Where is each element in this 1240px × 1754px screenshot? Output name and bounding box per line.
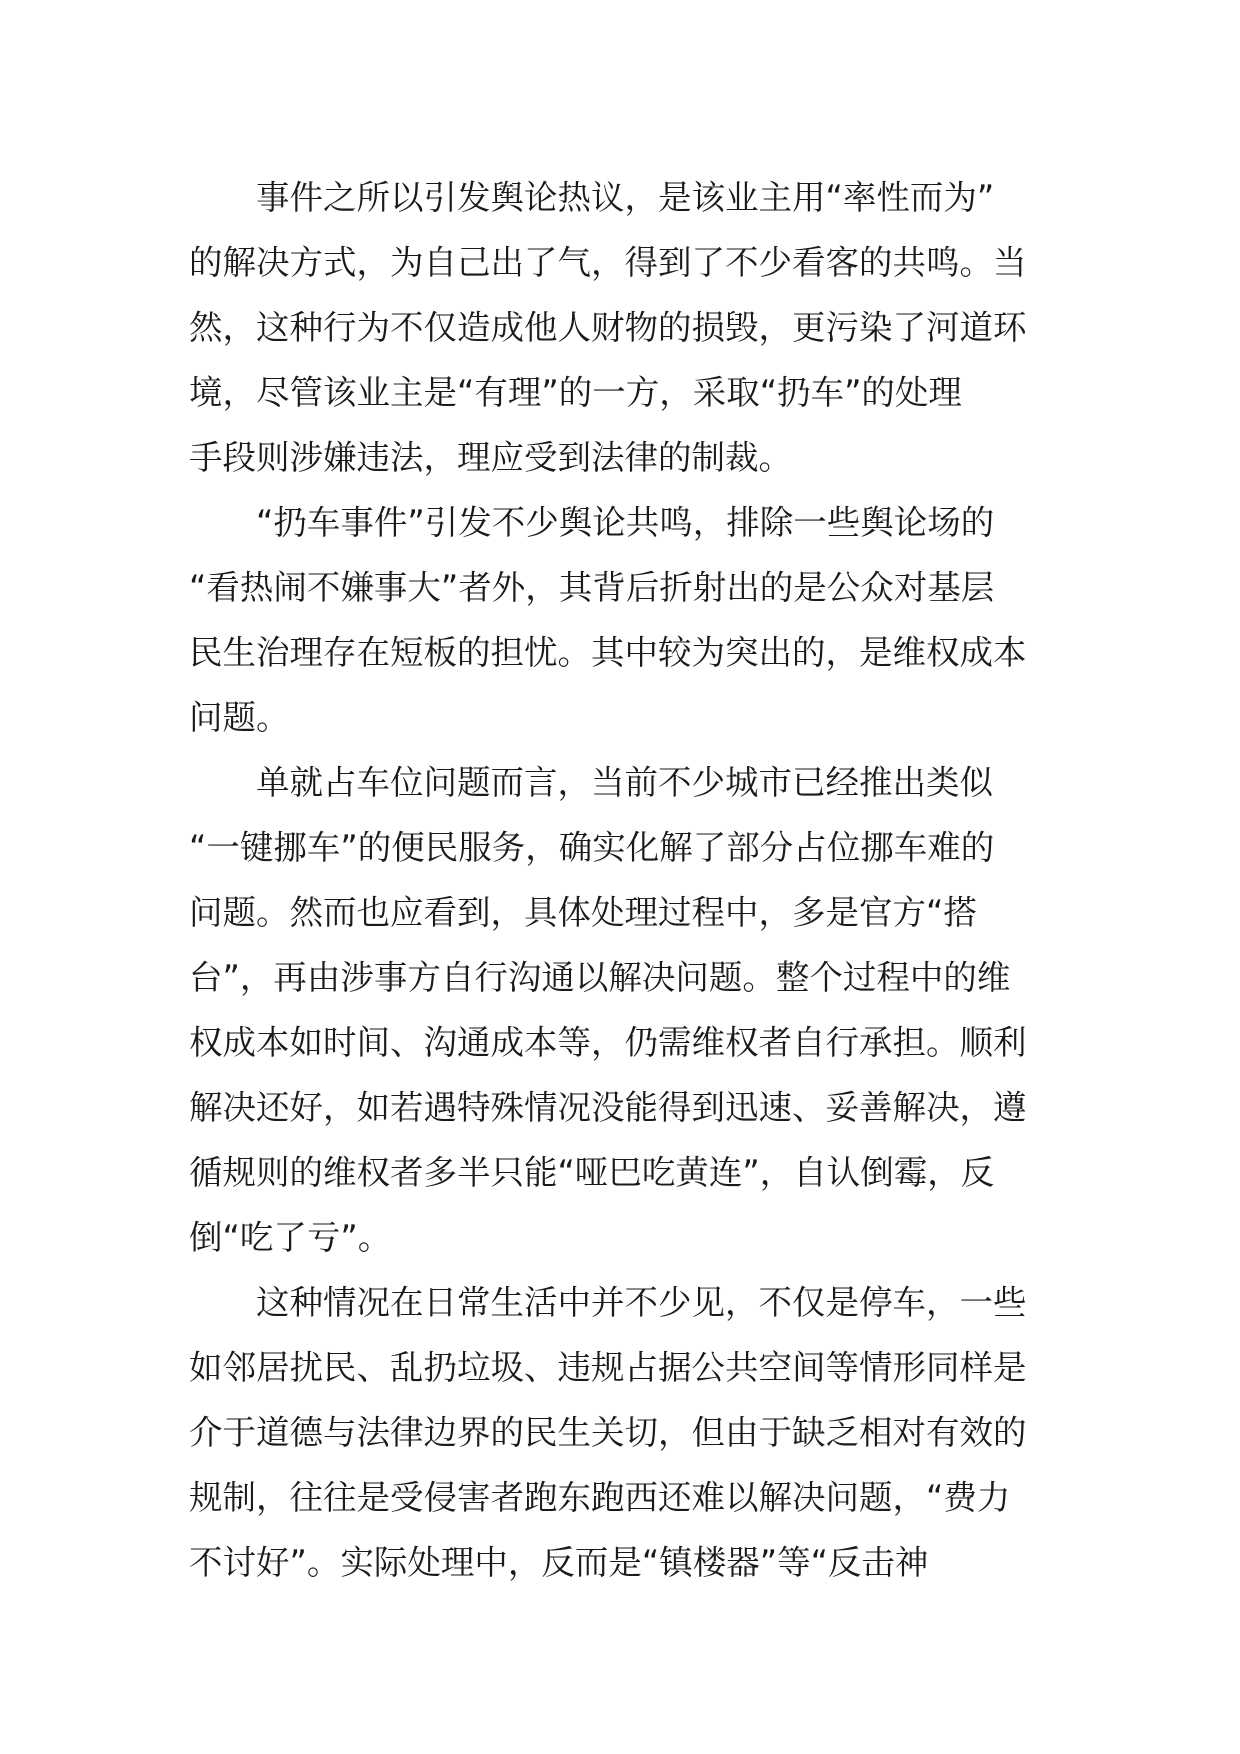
text-line: 单就占车位问题而言，当前不少城市已经推出类似 [189,763,993,802]
text-line: 问题。 [189,698,290,737]
text-line: “看热闹不嫌事大”者外，其背后折射出的是公众对基层 [189,568,995,607]
text-line: 台”，再由涉事方自行沟通以解决问题。整个过程中的维 [189,958,1011,997]
text-line: 循规则的维权者多半只能“哑巴吃黄连”，自认倒霉，反 [189,1153,995,1192]
text-line: 手段则涉嫌违法，理应受到法律的制裁。 [189,438,792,477]
text-line: 然，这种行为不仅造成他人财物的损毁，更污染了河道环 [189,308,1027,347]
text-line: 解决还好，如若遇特殊情况没能得到迅速、妥善解决，遵 [189,1088,1027,1127]
article-body [189,165,1034,1595]
text-line: 问题。然而也应看到，具体处理过程中，多是官方“搭 [189,893,977,932]
text-line: 境，尽管该业主是“有理”的一方，采取“扔车”的处理 [189,373,962,412]
text-line: 权成本如时间、沟通成本等，仍需维权者自行承担。顺利 [189,1023,1027,1062]
text-line: 介于道德与法律边界的民生关切，但由于缺乏相对有效的 [189,1413,1027,1452]
text-line: 不讨好”。实际处理中，反而是“镇楼器”等“反击神 [189,1543,929,1582]
text-line: 规制，往往是受侵害者跑东跑西还难以解决问题，“费力 [189,1478,1011,1517]
text-line: 民生治理存在短板的担忧。其中较为突出的，是维权成本 [189,633,1027,672]
text-line: 这种情况在日常生活中并不少见，不仅是停车，一些 [189,1283,1027,1322]
text-line: 事件之所以引发舆论热议，是该业主用“率性而为” [189,178,995,217]
text-line: “一键挪车”的便民服务，确实化解了部分占位挪车难的 [189,828,995,867]
text-line: “扔车事件”引发不少舆论共鸣，排除一些舆论场的 [189,503,995,542]
text-line: 倒“吃了亏”。 [189,1218,392,1257]
text-line: 的解决方式，为自己出了气，得到了不少看客的共鸣。当 [189,243,1027,282]
text-line: 如邻居扰民、乱扔垃圾、违规占据公共空间等情形同样是 [189,1348,1027,1387]
